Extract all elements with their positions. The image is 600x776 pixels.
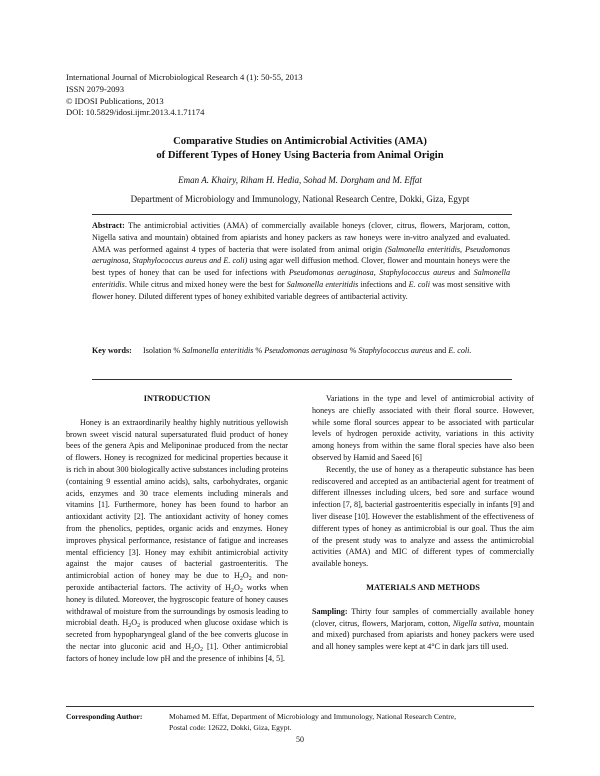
intro-text: works when honey is diluted. Moreover, the hygroscopic feature of honey causes withdrawal of moisture from the surroundings by osmosis leading to microbial death. H [66,582,288,628]
issn: ISSN 2079-2093 [66,83,125,94]
subscript: 2 [239,587,243,594]
keyword: Pseudomonas aeruginosa [264,346,348,355]
abstract-text: Salmonella enteritidis [92,268,511,289]
intro-text: Honey is an extraordinarily healthy highly nutritious yellowish brown sweet viscid natural supersaturated fluid product of honey bees of the genera Apis and Meliponinae produced from the nectar of flowers. Honey is recognized for medicinal properties because it is rich in about 300 biologically active substances including proteins (containing 9 essential amino acids), salts, carbohydrates, organic acids, enzymes and 30 trace elements including minerals and vitamins [1]. Furthermore, honey has been found to harbor an antioxidant activity [2]. The antioxidant activity of honey comes from the phenolics, peptides, organic acids and enzymes. Honey improves physical performance, resistance of fatigue and increases mental efficiency [3]. Honey may exhibit antimicrobial activity against the major causes of bacterial gastroenteritis. The antimicrobial action of honey may be due to H [66,417,288,581]
abstract-text: infections and [358,279,409,289]
intro-text: O [194,641,200,651]
subscript: 2 [137,623,141,630]
abstract-top-rule [92,214,512,215]
title-line-1: Comparative Studies on Antimicrobial Activities (AMA) [173,136,427,147]
paper-title [0,135,600,162]
introduction-heading: INTRODUCTION [143,394,211,403]
abstract-text: E. coli [408,279,430,289]
sampling-text: , mountain and mixed) purchased from apiarists and honey packers were used and all honey samples were kept at 4°C in dark jars till used. [312,618,535,652]
title-line-2: of Different Types of Honey Using Bacteria from Animal Origin [156,149,444,161]
keyword: E. coli. [448,346,472,355]
keyword-separator: % [347,346,359,355]
abstract-text: was most sensitive with flower honey. Diluted different types of honey exhibited variable degrees of antibacterial activity. [92,279,511,301]
abstract-text: and [454,268,474,278]
abstract [92,220,510,303]
keyword-separator: % [253,346,265,355]
intro-text: O [242,571,249,581]
materials-methods-heading: MATERIALS AND METHODS [366,582,480,592]
keywords-list [143,345,509,357]
abstract-bottom-rule [92,379,512,380]
corresponding-author-label: Corresponding Author: [66,712,143,721]
paragraph-variations: Variations in the type and level of antimicrobial activity of honeys are chiefly associated with their floral source. However, while some floral sources appear to be associated with particular levels of hydrogen peroxide activity, variations in this activity among honeys from within the same floral species have also been observed by Hamid and Saeed [6] [312,394,534,462]
corresponding-author-line: Mohamed M. Effat, Department of Microbiology and Immunology, National Research Centre, [169,712,457,721]
affiliation: Department of Microbiology and Immunology, National Research Centre, Dokki, Giza, Egypt [130,194,470,204]
journal-header [66,72,303,119]
intro-text: and non- peroxide antibacterial factors. The activity of H [66,571,288,592]
abstract-text: using agar well diffusion method. Clover, flower and mountain honeys were the best types of honey that can be used for infections with [92,256,510,278]
keyword-separator: and [432,346,449,355]
abstract-text: Pseudomonas aeruginosa [288,268,374,278]
page-number: 50 [296,735,304,744]
keyword: Isolation % [143,346,183,355]
corresponding-author-line: Postal code: 12622, Dokki, Giza, Egypt. [169,722,292,732]
abstract-text: , [373,268,380,278]
introduction-paragraph [66,417,288,665]
journal-citation: International Journal of Microbiological Research 4 (1): 50-55, 2013 [66,72,303,82]
abstract-text: . While citrus and mixed honey were the best for [124,279,287,289]
subscript: 2 [239,576,243,583]
authors: Eman A. Khairy, Riham H. Hedia, Sohad M. Dorgham and M. Effat [178,175,422,185]
intro-text: O [234,582,240,592]
right-column [312,393,534,653]
paragraph-sampling [312,606,534,653]
sampling-text: Thirty four samples of commercially available honey (clover, citrus, flowers, Marjoram, cotton, [312,606,534,628]
intro-text: O [131,618,138,628]
keyword: Staphylococcus aureus [358,346,433,355]
subscript: 2 [248,576,252,583]
abstract-text: Staphylococcus aureus [379,268,455,278]
abstract-text: (Salmonella enteritidis, Pseudomonas aeruginosa, Staphylococcus aureus and E. coli) [92,244,510,266]
footer-rule [66,706,534,707]
keywords-label: Key words: [92,346,132,355]
keyword: Salmonella enteritidis [182,346,254,355]
abstract-label: Abstract: [92,221,125,230]
subscript: 2 [231,587,235,594]
sampling-label: Sampling: [312,606,348,616]
doi: DOI: 10.5829/idosi.ijmr.2013.4.1.71174 [66,107,205,118]
subscript: 2 [128,623,132,630]
abstract-text: The antimicrobial activities (AMA) of commercially available honeys (clover, citrus, flowers, Marjoram, cotton, Nigella sativa and mountain) obtained from apiarists and honey packers as raw honeys were in-vitro analyzed and evaluated. AMA was performed against 4 types of bacteria that were isolated from animal origin [92,221,510,254]
copyright: © IDOSI Publications, 2013 [66,95,164,106]
left-column [66,393,288,665]
intro-text: is produced when glucose oxidase which is secreted from hypopharyngeal gland of the bee converts glucose in the nectar into gluconic acid and H [66,618,288,651]
corresponding-author-text [169,712,539,733]
subscript: 2 [199,646,203,653]
subscript: 2 [191,646,195,653]
intro-text: [1]. Other antimicrobial factors of honey include low pH and the presence of inhibins [4, 5]. [66,641,288,663]
sampling-text: Nigella sativa [452,618,499,628]
paragraph-recently: Recently, the use of honey as a therapeutic substance has been rediscovered and accepted as an antibacterial agent for treatment of different illnesses including ulcers, bed sore and surface wound infection [7, 8], bacterial gastroenteritis especially in infants [9] and liver disease [10]. However the establishment of the effectiveness of different types of honey as antimicrobial is our goal. Thus the aim of the present study was to analyze and assess the antimicrobial activities (AMA) and MIC of different types of commercially available honeys. [312,464,534,569]
abstract-text: Salmonella enteritidis [286,279,359,289]
